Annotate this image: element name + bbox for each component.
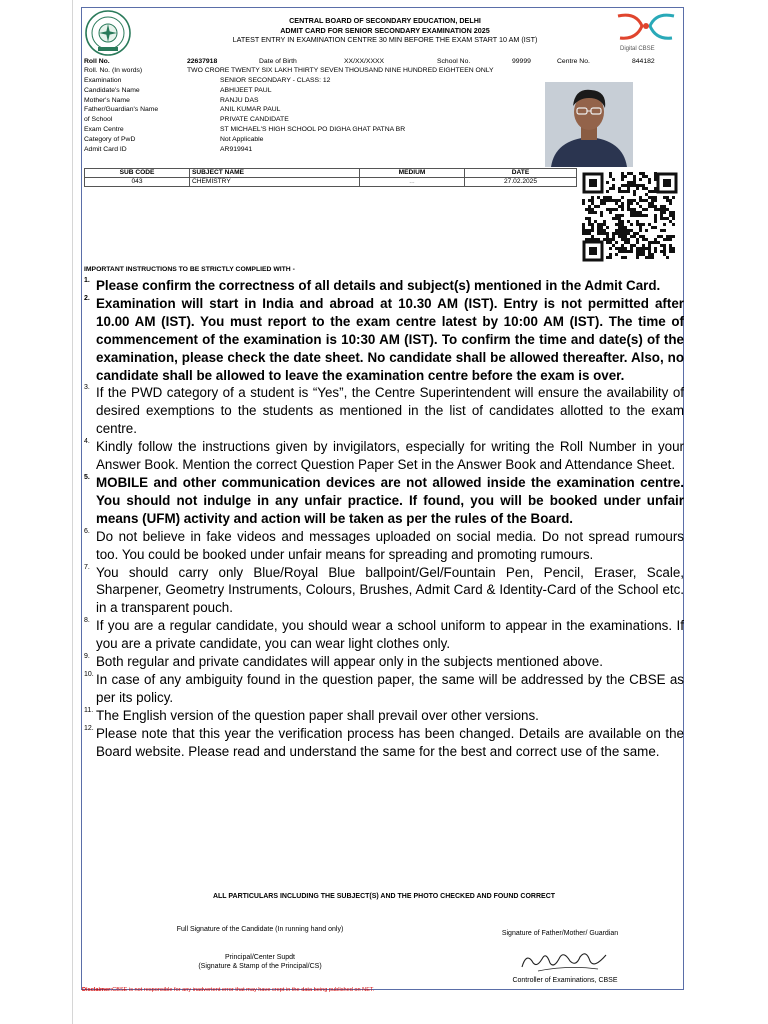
pwd-category-value: Not Applicable xyxy=(220,135,264,143)
school-name-value: PRIVATE CANDIDATE xyxy=(220,116,289,124)
instruction-number: 10. xyxy=(84,670,94,678)
candidate-portrait-icon xyxy=(545,82,633,167)
school-value: 99999 xyxy=(512,58,531,65)
digital-cbse-logo xyxy=(612,10,680,56)
instruction-text: You should carry only Blue/Royal Blue ballpoint/Gel/Fountain Pen, Pencil, Eraser, Scale, Sharpener, Geometry Instruments, Colours, Brushes, Admit Card & Identity-Card of the School etc. in a transparent pouch. xyxy=(96,564,684,616)
instruction-text: If the PWD category of a student is “Yes”, the Centre Superintendent will ensure the availability of desired exemptions to the students as mentioned in the list of candidates allotted to the exam centre. xyxy=(96,385,684,437)
instruction-text: Examination will start in India and abroad at 10.30 AM (IST). Entry is not permitted after 10.00 AM (IST). You must report to the exam centre latest by 10:00 AM (IST). The time of commencement of the examination is 10:30 AM (IST). To confirm the time and date(s) of the examination, please check the date sheet. No candidate shall be allowed thereafter. Also, no candidate shall be allowed to leave the examination centre before the exam is over. xyxy=(96,295,684,383)
instruction-number: 1. xyxy=(84,277,90,284)
roll-value: 22637918 xyxy=(187,58,218,65)
instruction-number: 12. xyxy=(84,724,94,732)
disclaimer-label: Disclaimer: xyxy=(82,987,113,993)
admit-card-title: ADMIT CARD FOR SENIOR SECONDARY EXAMINATION 2025 xyxy=(280,25,490,35)
dob-value: XX/XX/XXXX xyxy=(344,58,385,65)
disclaimer xyxy=(82,987,374,993)
instruction-text: The English version of the question paper shall prevail over other versions. xyxy=(96,707,539,723)
exam-centre-value: ST MICHAEL'S HIGH SCHOOL PO DIGHA GHAT PATNA BR xyxy=(220,125,406,133)
list-item xyxy=(84,295,684,385)
roll-label: Roll No. xyxy=(84,58,110,65)
instruction-text: In case of any ambiguity found in the question paper, the same will be addressed by the CBSE as per its policy. xyxy=(96,671,684,705)
list-item xyxy=(84,671,684,707)
disclaimer-text: CBSE is not responsible for any inadvertent error that may have crept in the data being published on NET. xyxy=(112,987,375,993)
digital-cbse-text: Digital CBSE xyxy=(620,46,655,52)
principal-title: Principal/Center Supdt xyxy=(224,954,296,961)
school-label: School No. xyxy=(437,58,471,65)
instruction-number: 3. xyxy=(84,384,90,392)
mother-name-value: RANJU DAS xyxy=(220,96,259,104)
list-item xyxy=(84,438,684,474)
instruction-number: 6. xyxy=(84,527,90,535)
detail-label: Admit Card ID xyxy=(84,145,127,153)
instruction-number: 8. xyxy=(84,617,90,625)
subject-name-header: SUBJECT NAME xyxy=(190,169,360,178)
list-item xyxy=(84,707,684,725)
confirmation-line: ALL PARTICULARS INCLUDING THE SUBJECT(S) AND THE PHOTO CHECKED AND FOUND CORRECT xyxy=(212,893,556,900)
examination-value: SENIOR SECONDARY - CLASS: 12 xyxy=(220,77,331,84)
instruction-number: 2. xyxy=(84,294,90,302)
instruction-text: Both regular and private candidates will appear only in the subjects mentioned above. xyxy=(96,654,603,670)
sub-code-header: SUB CODE xyxy=(85,169,190,178)
instruction-text: If you are a regular candidate, you should wear a school uniform to appear in the examinations. If you are a private candidate, you can wear light clothes only. xyxy=(96,618,684,652)
subject-name-cell: CHEMISTRY xyxy=(190,178,360,187)
candidate-signature-label: Full Signature of the Candidate (In running hand only) xyxy=(176,926,344,933)
father-name-value: ANIL KUMAR PAUL xyxy=(220,106,281,114)
detail-label: Examination xyxy=(84,77,122,84)
instruction-number: 11. xyxy=(84,706,94,714)
instructions-list xyxy=(84,277,684,760)
detail-label: Category of PwD xyxy=(84,135,136,143)
date-cell: 27.02.2025 xyxy=(465,178,577,187)
detail-label: Mother's Name xyxy=(84,96,130,104)
roll-words-label: Roll. No. (In words) xyxy=(84,67,143,74)
sub-code-cell: 043 xyxy=(85,178,190,187)
guardian-signature-label: Signature of Father/Mother/ Guardian xyxy=(501,930,619,937)
qr-code-icon xyxy=(582,172,678,262)
instruction-number: 9. xyxy=(84,653,90,661)
roll-words-value: TWO CRORE TWENTY SIX LAKH THIRTY SEVEN THOUSAND NINE HUNDRED EIGHTEEN ONLY xyxy=(187,67,494,74)
table-row xyxy=(85,178,577,187)
dob-label: Date of Birth xyxy=(259,58,297,65)
entry-notice: LATEST ENTRY IN EXAMINATION CENTRE 30 MIN BEFORE THE EXAM START 10 AM (IST) xyxy=(232,35,538,44)
details-labels xyxy=(84,76,158,154)
principal-signature-label: (Signature & Stamp of the Principal/CS) xyxy=(198,963,322,970)
list-item xyxy=(84,725,684,761)
digital-cbse-mark-icon xyxy=(612,10,680,44)
instruction-text: Do not believe in fake videos and messages uploaded on social media. Do not spread rumours too. You could be booked under unfair means for spreading and promoting rumours. xyxy=(96,528,684,562)
instruction-number: 4. xyxy=(84,438,90,446)
instruction-text: MOBILE and other communication devices are not allowed inside the examination centre. You should not indulge in any unfair practice. If found, you will be booked under unfair means (UFM) activity and action will be taken as per the rules of the Board. xyxy=(96,474,684,526)
detail-label: Candidate's Name xyxy=(84,86,140,94)
subjects-header-row xyxy=(85,169,577,178)
admit-card-id-value: AR919941 xyxy=(220,145,253,153)
candidate-name-value: ABHIJEET PAUL xyxy=(220,86,272,94)
admit-card-header xyxy=(150,16,620,45)
instruction-text: Please confirm the correctness of all details and subject(s) mentioned in the Admit Card. xyxy=(96,278,661,293)
controller-label: Controller of Examinations, CBSE xyxy=(512,977,618,984)
detail-label: Exam Centre xyxy=(84,125,124,133)
centre-value: 844182 xyxy=(632,58,655,65)
list-item xyxy=(84,653,684,671)
instruction-number: 7. xyxy=(84,563,90,571)
medium-cell: ... xyxy=(360,178,465,187)
details-values xyxy=(220,76,405,154)
list-item xyxy=(84,474,684,528)
list-item xyxy=(84,384,684,438)
list-item xyxy=(84,617,684,653)
board-name: CENTRAL BOARD OF SECONDARY EDUCATION, DELHI xyxy=(289,16,481,25)
list-item xyxy=(84,528,684,564)
subjects-table xyxy=(84,168,577,187)
instruction-number: 5. xyxy=(84,473,90,481)
candidate-photo xyxy=(545,82,633,167)
instructions-title: IMPORTANT INSTRUCTIONS TO BE STRICTLY COMPLIED WITH - xyxy=(84,266,295,273)
page-edge xyxy=(72,0,73,1024)
detail-label: of School xyxy=(84,116,113,124)
instruction-text: Please note that this year the verification process has been changed. Details are available on the Board website. Please read and understand the same for the best and correct use of the same. xyxy=(96,725,684,759)
centre-label: Centre No. xyxy=(557,58,590,65)
cbse-seal-icon xyxy=(84,9,132,57)
date-header: DATE xyxy=(465,169,577,178)
list-item xyxy=(84,277,684,295)
medium-header: MEDIUM xyxy=(360,169,465,178)
instruction-text: Kindly follow the instructions given by invigilators, especially for writing the Roll Number in your Answer Book. Mention the correct Question Paper Set in the Answer Book and Attendance Sheet. xyxy=(96,439,684,473)
detail-label: Father/Guardian's Name xyxy=(84,106,159,114)
controller-signature-icon xyxy=(518,945,613,975)
list-item xyxy=(84,564,684,618)
